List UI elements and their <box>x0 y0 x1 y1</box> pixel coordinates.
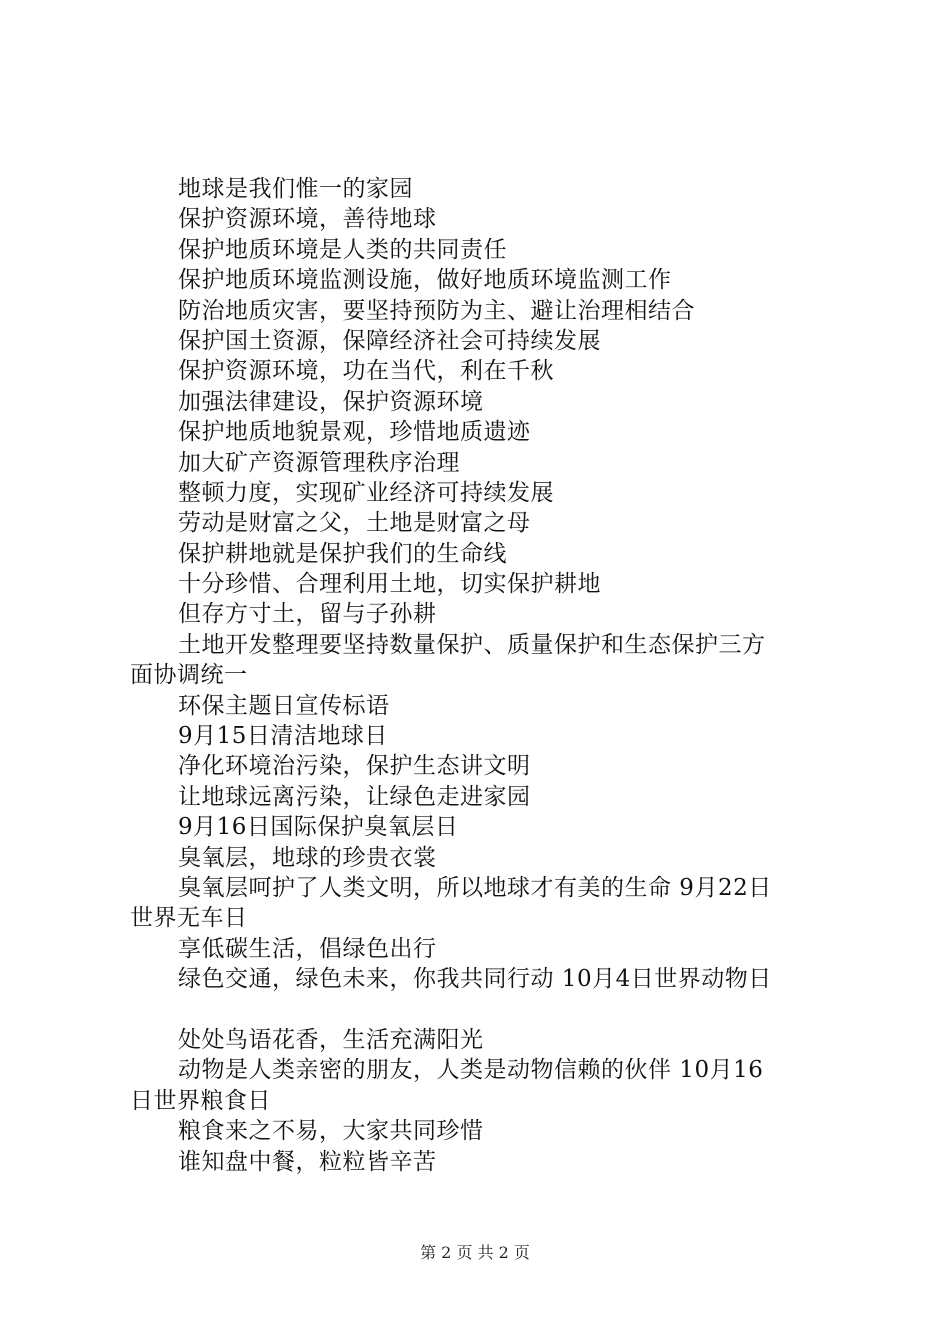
text-line: 动物是人类亲密的朋友，人类是动物信赖的伙伴 10月16 <box>178 1057 764 1084</box>
page-number-label: 第 2 页 共 2 页 <box>420 1243 530 1262</box>
text-line: 保护耕地就是保护我们的生命线 <box>178 540 507 567</box>
text-line: 让地球远离污染，让绿色走进家园 <box>178 783 531 810</box>
text-line: 处处鸟语花香，生活充满阳光 <box>178 1026 484 1053</box>
text-line: 绿色交通，绿色未来，你我共同行动 10月4日世界动物日 <box>178 966 772 993</box>
text-line: 加强法律建设，保护资源环境 <box>178 388 484 415</box>
text-line: 臭氧层，地球的珍贵衣裳 <box>178 844 437 871</box>
text-line: 劳动是财富之父，土地是财富之母 <box>178 510 531 537</box>
text-line: 9月15日清洁地球日 <box>178 723 388 750</box>
text-line: 整顿力度，实现矿业经济可持续发展 <box>178 479 554 506</box>
text-line: 保护地质环境监测设施，做好地质环境监测工作 <box>178 267 672 294</box>
text-line: 保护资源环境，功在当代，利在千秋 <box>178 358 554 385</box>
text-line: 土地开发整理要坚持数量保护、质量保护和生态保护三方 <box>178 631 766 658</box>
text-line: 十分珍惜、合理利用土地，切实保护耕地 <box>178 571 601 598</box>
text-line: 保护资源环境，善待地球 <box>178 206 437 233</box>
text-line: 防治地质灾害，要坚持预防为主、避让治理相结合 <box>178 297 695 324</box>
text-line: 净化环境治污染，保护生态讲文明 <box>178 753 531 780</box>
text-line-continuation: 面协调统一 <box>130 662 248 689</box>
document-body <box>130 174 835 1177</box>
text-line: 谁知盘中餐，粒粒皆辛苦 <box>178 1148 437 1175</box>
page-footer <box>0 1243 950 1263</box>
text-line: 粮食来之不易，大家共同珍惜 <box>178 1118 484 1145</box>
text-line: 保护地质环境是人类的共同责任 <box>178 236 507 263</box>
text-line: 保护国土资源，保障经济社会可持续发展 <box>178 327 601 354</box>
text-line: 9月16日国际保护臭氧层日 <box>178 814 459 841</box>
blank-line <box>130 995 835 1025</box>
text-line-continuation: 世界无车日 <box>130 905 248 932</box>
text-line-continuation: 日世界粮食日 <box>130 1087 271 1114</box>
text-line: 保护地质地貌景观，珍惜地质遗迹 <box>178 419 531 446</box>
text-line: 但存方寸土，留与子孙耕 <box>178 601 437 628</box>
text-line: 享低碳生活，倡绿色出行 <box>178 935 437 962</box>
text-line: 环保主题日宣传标语 <box>178 692 390 719</box>
text-line: 加大矿产资源管理秩序治理 <box>178 449 460 476</box>
text-line: 臭氧层呵护了人类文明，所以地球才有美的生命 9月22日 <box>178 874 772 901</box>
text-line: 地球是我们惟一的家园 <box>178 176 413 202</box>
